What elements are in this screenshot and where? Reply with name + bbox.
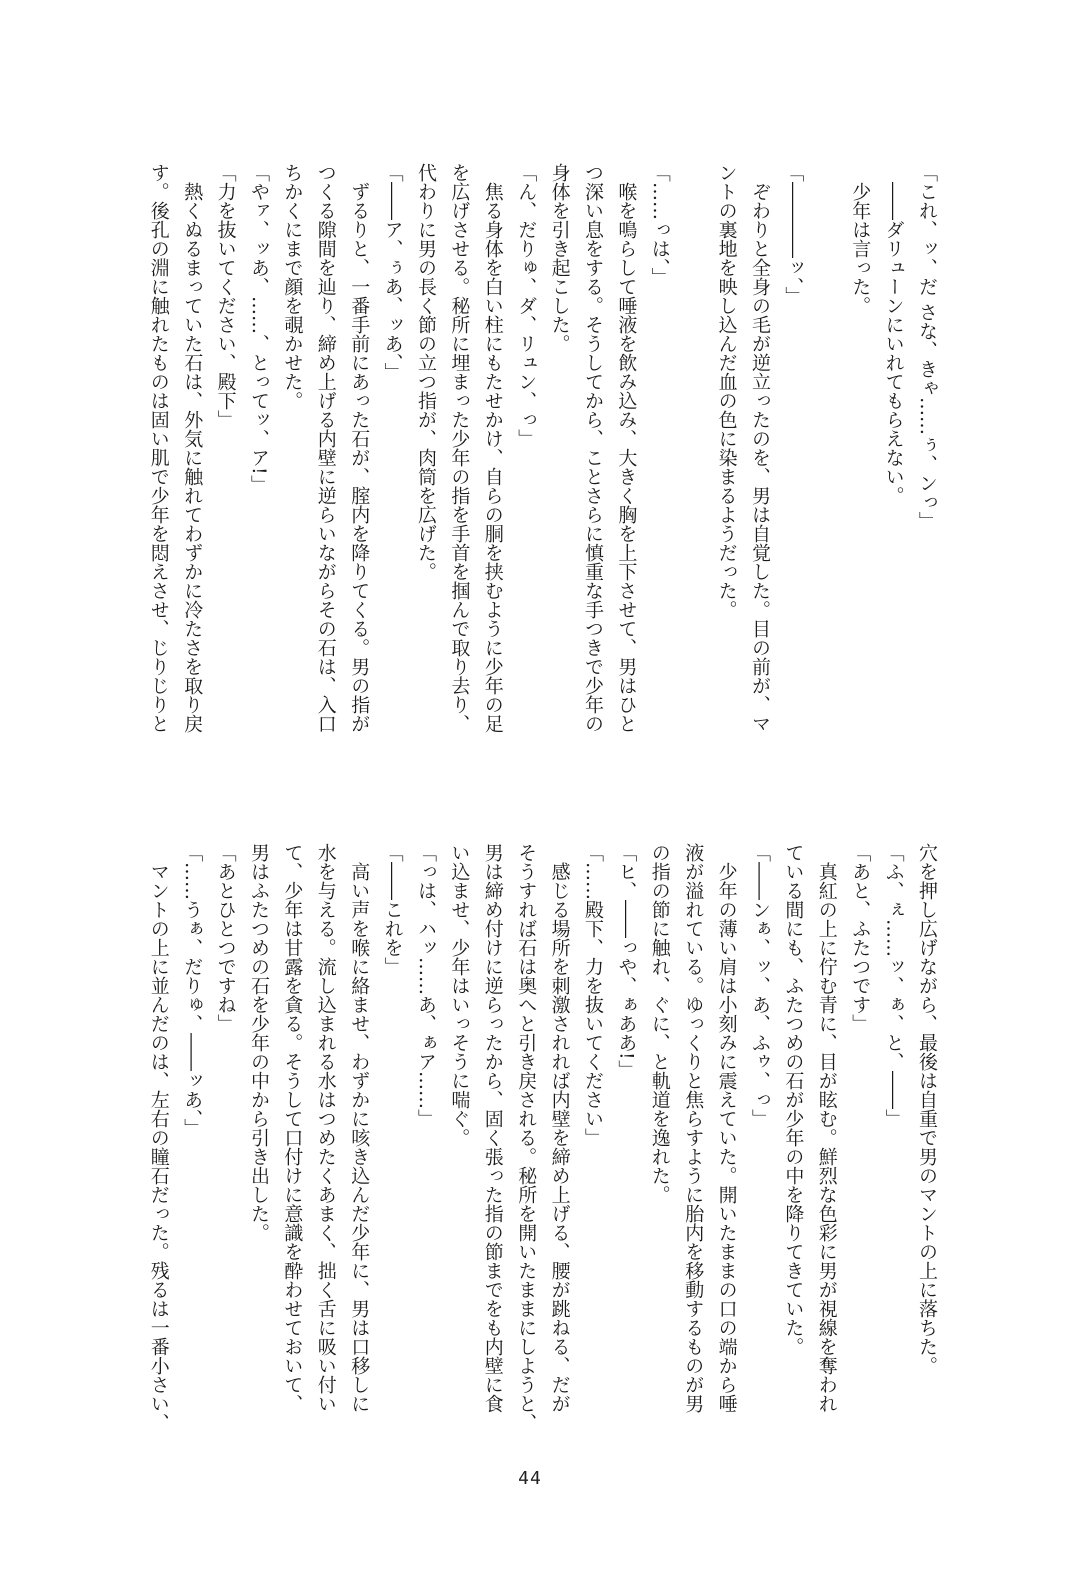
text-column: 「――これを」 — [381, 843, 404, 976]
page-number: 44 — [518, 1468, 542, 1489]
text-column: 「……っは、」 — [648, 163, 671, 287]
text-column: 熱くぬるまっていた石は、外気に触れてわずかに冷たさを取り戻 — [181, 182, 204, 733]
text-column: 「あと、ふたつです」 — [849, 843, 872, 1033]
text-column: ている間にも、ふたつめの石が少年の中を降りてきていた。 — [782, 843, 805, 1356]
text-column: 少年の薄い肩は小刻みに震えていた。開いたままの口の端から唾 — [715, 862, 738, 1413]
text-column: そうすれば石は奥へと引き戻される。秘所を開いたままにしようと、 — [515, 843, 538, 1432]
text-column: 代わりに男の長く節の立つ指が、肉筒を広げた。 — [415, 163, 437, 581]
text-column: 「ん、だりゅ、ダ、リュン、っ」 — [515, 163, 538, 448]
text-column: マントの上に並んだのは、左右の瞳石だった。残るは一番小さい、 — [147, 862, 170, 1432]
text-column: い込ませ、少年はいっそうに喘ぐ。 — [448, 843, 471, 1147]
text-column: 穴を押し広げながら、最後は自重で男のマントの上に落ちた。 — [916, 843, 938, 1375]
text-column: 男は締め付けに逆らったから、固く張った指の節までをも内壁に食 — [481, 843, 504, 1413]
text-column: 感じる場所を刺激されれば内壁を締め上げる、腰が跳ねる、だが — [548, 862, 571, 1413]
text-column: つくる隙間を辿り、締め上げる内壁に逆らいながらその石は、入口 — [314, 163, 337, 733]
text-column: 「っは、ハッ……あ、ぁア……」 — [415, 843, 437, 1128]
text-column: 焦る身体を白い柱にもたせかけ、自らの胴を挟むように少年の足 — [481, 182, 504, 733]
text-column: す。後孔の淵に触れたものは固い肌で少年を悶えさせ、じりじりと — [147, 163, 170, 733]
text-column: ずるりと、一番手前にあった石が、腟内を降りてくる。男の指が — [348, 182, 371, 733]
text-column: の指の節に触れ、ぐに、と軌道を逸れた。 — [648, 843, 671, 1204]
text-column: 「……うぁ、だりゅ、――ッあ、」 — [181, 843, 204, 1138]
text-column: て、少年は甘露を貪る。そうして口付けに意識を酔わせておいて、 — [281, 843, 304, 1413]
text-column: ちかくにまで顔を覗かせた。 — [281, 163, 304, 410]
text-column: 「あとひとつですね」 — [214, 843, 237, 1033]
text-column: 男はふたつめの石を少年の中から引き出した。 — [248, 843, 270, 1242]
text-column: 少年は言った。 — [849, 182, 872, 315]
text-column: 高い声を喉に絡ませ、わずかに咳き込んだ少年に、男は口移しに — [348, 862, 371, 1413]
text-column: 「ふ、ぇ……ッ、ぁ、と、――」 — [882, 843, 905, 1128]
text-column: 「――――ッ、」 — [782, 163, 805, 306]
text-column: 「――ア、ぅあ、ッあ、」 — [381, 163, 404, 382]
text-column: を広げさせる。秘所に埋まった少年の指を手首を掴んで取り去り、 — [448, 163, 471, 733]
text-column: 「やァ、ッあ、……、とってッ、ア!」 — [248, 163, 270, 494]
text-column: 「――ンぁ、ッ、あ、ふゥ、っ」 — [749, 843, 771, 1128]
text-column: ――ダリューンにいれてもらえない。 — [882, 182, 905, 505]
text-column: 身体を引き起こした。 — [548, 163, 571, 353]
text-column: 水を与える。流し込まれる水はつめたくあまく、拙く舌に吸い付い — [314, 843, 337, 1413]
text-column: 真紅の上に佇む青に、目が眩む。鮮烈な色彩に男が視線を奪われ — [815, 862, 838, 1413]
text-column: 「これ、ッ、だ さな、きゃ……ぅ、ンっ」 — [916, 163, 938, 531]
text-column: つ深い息をする。そうしてから、ことさらに慎重な手つきで少年の — [582, 163, 604, 733]
text-column: ぞわりと全身の毛が逆立ったのを、男は自覚した。目の前が、マ — [749, 182, 771, 733]
text-column: 液が溢れている。ゆっくりと焦らすように胎内を移動するものが男 — [682, 843, 705, 1413]
text-column: 「ヒ、――っや、ぁああ!」 — [615, 843, 638, 1079]
text-column: ントの裏地を映し込んだ血の色に染まるようだった。 — [715, 163, 738, 619]
text-column: 喉を鳴らして唾液を飲み込み、大きく胸を上下させて、男はひと — [615, 182, 638, 733]
text-column: 「……殿下、力を抜いてください」 — [582, 843, 604, 1147]
text-column: 「力を抜いてください、殿下」 — [214, 163, 237, 429]
